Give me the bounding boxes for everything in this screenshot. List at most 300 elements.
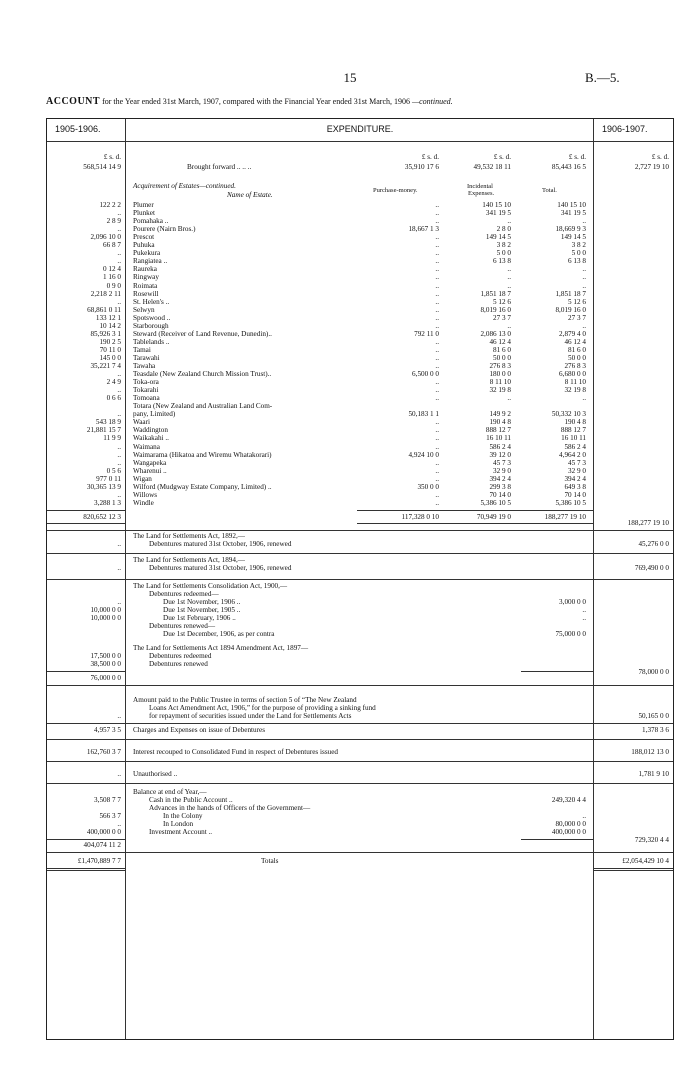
estate-name: Starborough — [133, 321, 169, 330]
total-amount: 50 0 0 — [568, 353, 586, 362]
estate-name: Wilford (Mudgway Estate Company, Limited) .. — [133, 482, 272, 491]
total-amount: .. — [582, 217, 586, 226]
total-amount: 70 14 0 — [564, 490, 586, 499]
section-rule — [47, 783, 673, 784]
amount-1905: 11 9 9 — [103, 434, 121, 443]
amount-1905: .. — [117, 410, 121, 419]
trustee-text: Loans Act Amendment Act, 1906,” for the purpose of providing a sinking fund — [149, 703, 376, 712]
purchase-money: .. — [435, 458, 439, 467]
estate-name: Waddington — [133, 426, 168, 435]
act-heading: The Land for Settlements Consolidation Act, 1900,— — [133, 581, 288, 590]
amount-1906: 50,165 0 0 — [638, 711, 669, 720]
double-rule — [593, 870, 673, 871]
section-rule — [47, 723, 673, 724]
amount-1905: .. — [117, 225, 121, 234]
total-amount: 586 2 4 — [564, 442, 586, 451]
total-amount: 6,680 0 0 — [559, 370, 586, 379]
act-detail: Due 1st November, 1905 .. — [163, 605, 241, 614]
purchase-money: 792 11 0 — [414, 329, 439, 338]
purchase-money: .. — [435, 289, 439, 298]
incidental-expenses: .. — [507, 321, 511, 330]
section-rule — [47, 685, 673, 686]
estate-name: Tablelands .. — [133, 337, 170, 346]
total-amount: 140 15 10 — [557, 201, 586, 209]
total-amount: 27 3 7 — [568, 313, 586, 322]
section-rule — [47, 852, 673, 853]
estate-name: Pourere (Nairn Bros.) — [133, 225, 196, 234]
act-heading: The Land for Settlements Act, 1894,— — [133, 555, 245, 564]
purchase-money: .. — [435, 217, 439, 226]
amount-1905: 3,288 1 3 — [94, 498, 121, 507]
balance-item: In the Colony — [163, 811, 203, 820]
total-heading: Total. — [542, 187, 557, 194]
incidental-expenses: 276 8 3 — [489, 362, 511, 370]
estate-name: Tarawahi — [133, 353, 160, 362]
purchase-money: 6,500 0 0 — [412, 370, 439, 379]
amount-1905: .. — [117, 819, 121, 828]
purchase-money: 4,924 10 0 — [408, 450, 439, 459]
amount-1905: 38,500 0 0 — [90, 659, 121, 668]
estate-name: Plunket — [133, 209, 155, 218]
row-label: Charges and Expenses on issue of Debentures — [133, 725, 266, 734]
amount-1905: 400,000 0 0 — [86, 827, 121, 836]
estate-name: Rangiatea .. — [133, 257, 168, 266]
estate-name: Prescot — [133, 233, 155, 242]
amount-1905: 122 2 2 — [99, 201, 121, 209]
incidental-expenses: 5 12 6 — [493, 297, 511, 306]
section-rule — [47, 530, 673, 531]
purchase-heading: Purchase-money. — [373, 187, 418, 194]
amount-1905: 0 5 6 — [106, 466, 121, 475]
incidental-expenses: 32 9 0 — [493, 466, 511, 475]
total-amount: 18,669 9 3 — [555, 225, 586, 234]
incidental-expenses: 2 8 0 — [496, 225, 511, 234]
amount-1905: 85,926 3 1 — [90, 329, 121, 338]
purchase-money: .. — [435, 305, 439, 314]
currency-header: £ s. d. — [103, 153, 121, 161]
total-amount: 5 0 0 — [571, 249, 586, 258]
total-amount: 5,386 10 5 — [555, 498, 586, 507]
document-reference: B.—5. — [585, 70, 620, 85]
act-detail: Debentures redeemed — [149, 651, 212, 660]
purchase-money: .. — [435, 321, 439, 330]
estate-name: Tokarahi — [133, 386, 159, 395]
total-amount: 80,000 0 0 — [555, 819, 586, 828]
estate-name: Pomahaka .. — [133, 217, 169, 226]
purchase-money: .. — [435, 498, 439, 507]
amount-1905: 404,074 11 2 — [83, 840, 121, 849]
total-amount: 8,019 16 0 — [555, 305, 586, 314]
purchase-money: .. — [435, 233, 439, 242]
total-amount: 6 13 8 — [568, 257, 586, 266]
incidental-expenses: 27 3 7 — [493, 313, 511, 322]
total-amount: 4,964 2 0 — [559, 450, 586, 459]
amount-1905: .. — [117, 539, 121, 548]
total-amount: 50,332 10 3 — [551, 410, 586, 419]
purchase-money: .. — [435, 353, 439, 362]
amount-1905: 1 16 0 — [103, 273, 121, 282]
section-heading: Acquirement of Estates—continued. — [133, 182, 236, 190]
currency-header: £ s. d. — [651, 153, 669, 161]
estate-name: Waari — [133, 418, 150, 427]
incidental-heading: Incidental — [467, 183, 493, 190]
section-rule — [47, 761, 673, 762]
currency-header: £ s. d. — [493, 153, 511, 161]
purchase-money: .. — [435, 345, 439, 354]
amount-1905: 35,221 7 4 — [90, 362, 121, 370]
total-amount: 394 2 4 — [564, 474, 586, 483]
amount-1906: 188,277 19 10 — [627, 518, 669, 527]
amount-1905: .. — [117, 450, 121, 459]
estate-name: Roimata — [133, 281, 158, 290]
incidental-expenses: 2,086 13 0 — [480, 329, 511, 338]
total-amount: 649 3 8 — [564, 482, 586, 491]
incidental-expenses: 70 14 0 — [489, 490, 511, 499]
amount-1905: 70 11 0 — [99, 345, 121, 354]
estate-name: Spotswood .. — [133, 313, 171, 322]
amount-1905: 977 0 11 — [96, 474, 121, 483]
purchase-money: .. — [435, 241, 439, 250]
amount-1905: 145 0 0 — [99, 353, 121, 362]
amount-1906: 78,000 0 0 — [638, 667, 669, 676]
row-label: Unauthorised .. — [133, 769, 178, 778]
amount-1905: 68,861 0 11 — [87, 305, 121, 314]
subtotal-rule — [47, 839, 125, 840]
act-detail: Due 1st December, 1906, as per contra — [163, 629, 275, 638]
total-amount: 32 19 8 — [564, 386, 586, 395]
estate-name: Raureka — [133, 265, 157, 274]
total-amount: 2,879 4 0 — [559, 329, 586, 338]
estate-name: Wangapeka — [133, 458, 167, 467]
purchase-money: .. — [435, 490, 439, 499]
purchase-total: 117,328 0 10 — [401, 512, 439, 521]
estate-name: Toka-ora — [133, 378, 159, 387]
total-amount: 85,443 16 5 — [551, 163, 586, 171]
total-amount: 400,000 0 0 — [551, 827, 586, 836]
estate-name: Windle — [133, 498, 154, 507]
subtotal-rule — [521, 839, 593, 840]
balance-item: In London — [163, 819, 194, 828]
row-label: Brought forward .. .. .. — [187, 163, 252, 171]
total-amount: 8 11 10 — [564, 378, 586, 387]
amount-1905: 162,760 3 7 — [86, 747, 121, 756]
incidental-expenses: 5,386 10 5 — [480, 498, 511, 507]
incidental-expenses: 149 14 5 — [485, 233, 511, 242]
total-amount: 341 19 5 — [560, 209, 586, 218]
purchase-money: .. — [435, 265, 439, 274]
incidental-expenses: 8,019 16 0 — [480, 305, 511, 314]
incidental-expenses: .. — [507, 394, 511, 403]
currency-header: £ s. d. — [568, 153, 586, 161]
estate-name: Ringway — [133, 273, 159, 282]
purchase-money: 350 0 0 — [417, 482, 439, 491]
double-rule — [47, 868, 125, 869]
amount-1905: .. — [117, 297, 121, 306]
purchase-money: .. — [435, 418, 439, 427]
double-rule — [47, 870, 125, 871]
incidental-expenses: 341 19 5 — [485, 209, 511, 218]
act-detail: Debentures renewed— — [149, 621, 216, 630]
amount-1905: .. — [117, 563, 121, 572]
amount-1905: .. — [117, 597, 121, 606]
expenditure-table — [46, 118, 674, 1040]
incidental-expenses: 46 12 4 — [489, 337, 511, 346]
total-amount: .. — [582, 613, 586, 622]
incidental-expenses: 49,532 18 11 — [473, 163, 511, 171]
estate-name: Plumer — [133, 201, 154, 209]
total-amount: 16 10 11 — [561, 434, 586, 443]
total-amount: 45 7 3 — [568, 458, 586, 467]
amount-1905: 10 14 2 — [99, 321, 121, 330]
total-amount: 81 6 0 — [568, 345, 586, 354]
purchase-money: .. — [435, 313, 439, 322]
estate-name: Waimana — [133, 442, 160, 451]
purchase-money: .. — [435, 434, 439, 443]
act-detail: Debentures renewed — [149, 659, 208, 668]
incidental-expenses: 190 4 8 — [489, 418, 511, 427]
amount-1905: .. — [117, 209, 121, 218]
estate-name: Totara (New Zealand and Australian Land Com- — [133, 402, 273, 411]
total-amount: 32 9 0 — [568, 466, 586, 475]
year-1905-heading: 1905-1906. — [55, 124, 101, 134]
incidental-expenses: 180 0 0 — [489, 370, 511, 379]
amount-1905: .. — [117, 386, 121, 395]
estate-name: pany, Limited) — [133, 410, 176, 419]
balance-heading: Balance at end of Year,— — [133, 787, 207, 796]
amount-1905: .. — [117, 711, 121, 720]
incidental-expenses: .. — [507, 281, 511, 290]
amount-1905: 66 8 7 — [103, 241, 121, 250]
total-amount: .. — [582, 281, 586, 290]
estate-name: Pukekura — [133, 249, 161, 258]
total-rule — [47, 523, 125, 524]
estate-name: Rosewill — [133, 289, 159, 298]
total-amount: 75,000 0 0 — [555, 629, 586, 638]
totals-label: Totals — [261, 856, 279, 865]
amount-1905: 133 12 1 — [95, 313, 121, 322]
amount-1905: .. — [117, 442, 121, 451]
purchase-money: .. — [435, 394, 439, 403]
purchase-money: .. — [435, 281, 439, 290]
estate-name: Wigan — [133, 474, 152, 483]
header-rule — [47, 141, 673, 142]
amount-1906: 769,490 0 0 — [634, 563, 669, 572]
incidental-expenses: 50 0 0 — [493, 353, 511, 362]
estate-name: St. Helen's .. — [133, 297, 170, 306]
incidental-expenses: 81 6 0 — [493, 345, 511, 354]
row-label: Interest recouped to Consolidated Fund in respect of Debentures issued — [133, 747, 338, 756]
purchase-money: 18,667 1 3 — [408, 225, 439, 234]
amount-1905: 0 9 0 — [106, 281, 121, 290]
incidental-expenses: 8 11 10 — [489, 378, 511, 387]
amount-1905: .. — [117, 257, 121, 266]
amount-1905: 3,508 7 7 — [94, 795, 121, 804]
total-amount: .. — [582, 273, 586, 282]
purchase-money: .. — [435, 442, 439, 451]
purchase-money: .. — [435, 273, 439, 282]
estate-name: Tawaha — [133, 362, 156, 370]
estate-name: Waimarama (Hikatoa and Wiremu Whatakorari) — [133, 450, 272, 459]
subtotal-rule — [357, 510, 593, 511]
estate-total: 188,277 19 10 — [544, 512, 586, 521]
total-amount: .. — [582, 394, 586, 403]
year-1906-heading: 1906-1907. — [602, 124, 648, 134]
total-amount: 149 14 5 — [560, 233, 586, 242]
total-amount: .. — [582, 811, 586, 820]
act-detail: Debentures matured 31st October, 1906, renewed — [149, 563, 292, 572]
title-tail: —continued. — [412, 97, 453, 106]
act-detail: Debentures redeemed— — [149, 589, 219, 598]
expenditure-heading: EXPENDITURE. — [326, 124, 394, 134]
act-heading: The Land for Settlements Act 1894 Amendment Act, 1897— — [133, 643, 309, 652]
double-rule — [593, 868, 673, 869]
amount-1906: 2,727 19 10 — [634, 163, 669, 171]
balance-item: Investment Account .. — [149, 827, 213, 836]
total-amount: 1,851 18 7 — [555, 289, 586, 298]
total-rule — [357, 523, 593, 524]
grand-total-1906: £2,054,429 10 4 — [622, 856, 669, 865]
estate-name: Selwyn — [133, 305, 155, 314]
incidental-expenses: .. — [507, 217, 511, 226]
amount-1905: 0 6 6 — [106, 394, 121, 403]
trustee-text: Amount paid to the Public Trustee in terms of section 5 of “The New Zealand — [133, 695, 357, 704]
total-amount: 3 8 2 — [571, 241, 586, 250]
estate-name: Teasdale (New Zealand Church Mission Trust).. — [133, 370, 272, 379]
amount-1905: .. — [117, 458, 121, 467]
incidental-expenses: 586 2 4 — [489, 442, 511, 451]
estate-name-heading: Name of Estate. — [227, 191, 273, 199]
incidental-expenses: .. — [507, 273, 511, 282]
title-bold: ACCOUNT — [46, 96, 101, 107]
purchase-money: .. — [435, 466, 439, 475]
amount-1905: 566 3 7 — [99, 811, 121, 820]
purchase-money: .. — [435, 297, 439, 306]
amount-1906: 188,012 13 0 — [631, 747, 669, 756]
amount-1905: .. — [117, 490, 121, 499]
amount-1905: .. — [117, 370, 121, 379]
purchase-money: .. — [435, 209, 439, 218]
amount-1905: 2 8 9 — [106, 217, 121, 226]
total-amount: .. — [582, 605, 586, 614]
estate-name: Wharenui .. — [133, 466, 167, 475]
estate-total-1905: 820,652 12 3 — [83, 512, 121, 521]
act-detail: Due 1st February, 1906 .. — [163, 613, 236, 622]
incidental-expenses: 140 15 10 — [482, 201, 511, 209]
incidental-expenses: 888 12 7 — [485, 426, 511, 435]
incidental-expenses: 149 9 2 — [489, 410, 511, 419]
total-amount: 276 8 3 — [564, 362, 586, 370]
purchase-money: .. — [435, 474, 439, 483]
purchase-money: .. — [435, 201, 439, 209]
amount-1905: 76,000 0 0 — [90, 673, 121, 682]
estate-name: Tamai — [133, 345, 151, 354]
total-amount: 5 12 6 — [568, 297, 586, 306]
amount-1906: 729,320 4 4 — [634, 835, 669, 844]
estate-name: Waikakahi .. — [133, 434, 169, 443]
amount-1905: 4,957 3 5 — [94, 725, 121, 734]
incidental-heading: Expenses. — [468, 190, 495, 197]
purchase-money: 50,183 1 1 — [408, 410, 439, 419]
purchase-money: .. — [435, 337, 439, 346]
section-rule — [47, 579, 673, 580]
incidental-expenses: 45 7 3 — [493, 458, 511, 467]
incidental-expenses: 16 10 11 — [486, 434, 511, 443]
incidental-expenses: 3 8 2 — [496, 241, 511, 250]
estate-name: Tomoana — [133, 394, 160, 403]
purchase-money: .. — [435, 362, 439, 370]
page-title — [46, 96, 686, 107]
amount-1905: 2,096 10 0 — [90, 233, 121, 242]
amount-1905: 17,500 0 0 — [90, 651, 121, 660]
purchase-money: .. — [435, 426, 439, 435]
incidental-expenses: .. — [507, 265, 511, 274]
purchase-money: .. — [435, 249, 439, 258]
amount-1905: 543 18 9 — [95, 418, 121, 427]
purchase-money: .. — [435, 378, 439, 387]
total-amount: 3,000 0 0 — [559, 597, 586, 606]
trustee-text: for repayment of securities issued under the Land for Settlements Acts — [149, 711, 352, 720]
total-amount: 888 12 7 — [560, 426, 586, 435]
total-amount: 46 12 4 — [564, 337, 586, 346]
estate-name: Puhuka — [133, 241, 155, 250]
amount-1905: .. — [117, 769, 121, 778]
amount-1905: 190 2 5 — [99, 337, 121, 346]
subtotal-rule — [521, 671, 593, 672]
amount-1905: 0 12 4 — [103, 265, 121, 274]
amount-1905: 30,365 13 9 — [86, 482, 121, 491]
amount-1906: 1,378 3 6 — [642, 725, 669, 734]
act-detail: Debentures matured 31st October, 1906, renewed — [149, 539, 292, 548]
incidental-expenses: 299 3 8 — [489, 482, 511, 491]
purchase-money: .. — [435, 386, 439, 395]
total-amount: .. — [582, 265, 586, 274]
amount-1906: 1,781 9 10 — [638, 769, 669, 778]
subtotal-rule — [47, 671, 125, 672]
amount-1905: 21,881 15 7 — [86, 426, 121, 435]
incidental-total: 70,949 19 0 — [476, 512, 511, 521]
amount-1905: 568,514 14 9 — [83, 163, 121, 171]
incidental-expenses: 39 12 0 — [489, 450, 511, 459]
section-rule — [47, 739, 673, 740]
currency-header: £ s. d. — [421, 153, 439, 161]
grand-total-1905: £1,470,889 7 7 — [77, 856, 121, 865]
amount-1906: 45,276 0 0 — [638, 539, 669, 548]
amount-1905: 10,000 0 0 — [90, 613, 121, 622]
amount-1905: .. — [117, 249, 121, 258]
incidental-expenses: 6 13 8 — [493, 257, 511, 266]
amount-1905: 10,000 0 0 — [90, 605, 121, 614]
amount-1905: 2 4 9 — [106, 378, 121, 387]
amount-1905: 2,218 2 11 — [90, 289, 121, 298]
total-amount: 249,320 4 4 — [551, 795, 586, 804]
act-detail: Due 1st November, 1906 .. — [163, 597, 241, 606]
purchase-money: 35,910 17 6 — [404, 163, 439, 171]
incidental-expenses: 394 2 4 — [489, 474, 511, 483]
total-amount: 190 4 8 — [564, 418, 586, 427]
purchase-money: .. — [435, 257, 439, 266]
section-rule — [47, 553, 673, 554]
incidental-expenses: 32 19 8 — [489, 386, 511, 395]
estate-name: Steward (Receiver of Land Revenue, Dunedin).. — [133, 329, 272, 338]
incidental-expenses: 5 0 0 — [496, 249, 511, 258]
subtotal-rule — [47, 510, 125, 511]
total-amount: .. — [582, 321, 586, 330]
balance-item: Cash in the Public Account .. — [149, 795, 233, 804]
incidental-expenses: 1,851 18 7 — [480, 289, 511, 298]
act-heading: The Land for Settlements Act, 1892,— — [133, 531, 245, 540]
page-number: 15 — [343, 70, 357, 85]
estate-name: Willows — [133, 490, 158, 499]
